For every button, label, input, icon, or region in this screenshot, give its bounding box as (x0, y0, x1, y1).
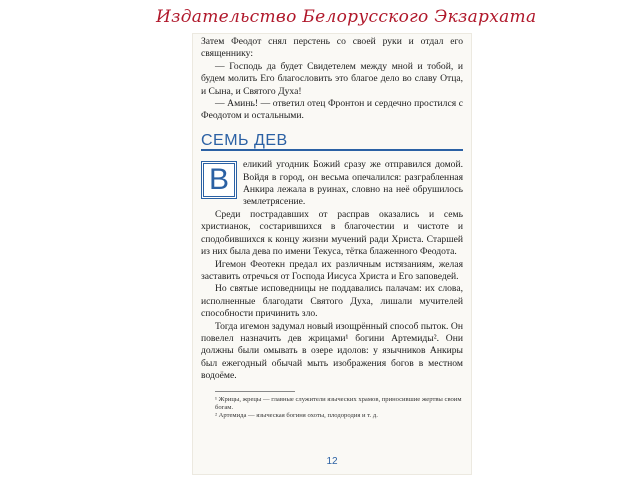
book-page (193, 34, 471, 474)
publisher-name: Издательство Белорусского Экзархата (156, 7, 537, 27)
drop-cap: В (201, 161, 237, 199)
publisher-banner (150, 3, 537, 31)
paragraph: Игемон Феотекн предал их различным истязаниям, желая заставить отречься от Господа Иисуса Христа и Его заповедей. (201, 258, 463, 282)
first-paragraph-text: еликий угодник Божий сразу же отправился домой. Войдя в город, он весьма опечалился: разграбленная Анкира лежала в руинах, словно на неё обрушилось землетрясение. (243, 159, 463, 208)
paragraph: Но святые исповедницы не поддавались палачам: их слова, исполненные благодати Святого Духа, лишали мучителей способности причинить зло. (201, 283, 463, 320)
paragraph (201, 159, 463, 209)
page-text (201, 36, 463, 421)
footnote: ¹ Жрицы, жрецы — главные служители языческих храмов, приносившие жертвы своим богам. (215, 395, 462, 411)
section-title: СЕМЬ ДЕВ (201, 135, 463, 151)
footnote-divider (215, 391, 295, 392)
page-number: 12 (326, 456, 338, 467)
paragraph: Затем Феодот снял перстень со своей руки и отдал его священнику: (201, 36, 463, 60)
paragraph: — Аминь! — ответил отец Фронтон и сердечно простился с Феодотом и остальными. (201, 98, 463, 122)
paragraph: — Господь да будет Свидетелем между мной и тобой, и будем молить Его благословить это благое дело во славу Отца, и Сына, и Святого Духа! (201, 60, 463, 97)
paragraph: Среди пострадавших от расправ оказались и семь христианок, состарившихся в благочестии и чистоте и сподобившихся к концу жизни мучений ради Христа. Старшей из них была дева по имени Текуса, тётка блаженного Феодота. (201, 208, 463, 258)
paragraph: Тогда игемон задумал новый изощрённый способ пыток. Он повелел назначить дев жрицами¹ богини Артемиды². Они должны были омывать в озере идолов: у язычников Анкиры был ежегодный обычай мыть изображения богов в местном водоёме. (201, 320, 463, 382)
footnote: ² Артемида — языческая богиня охоты, плодородия и т. д. (215, 412, 378, 420)
